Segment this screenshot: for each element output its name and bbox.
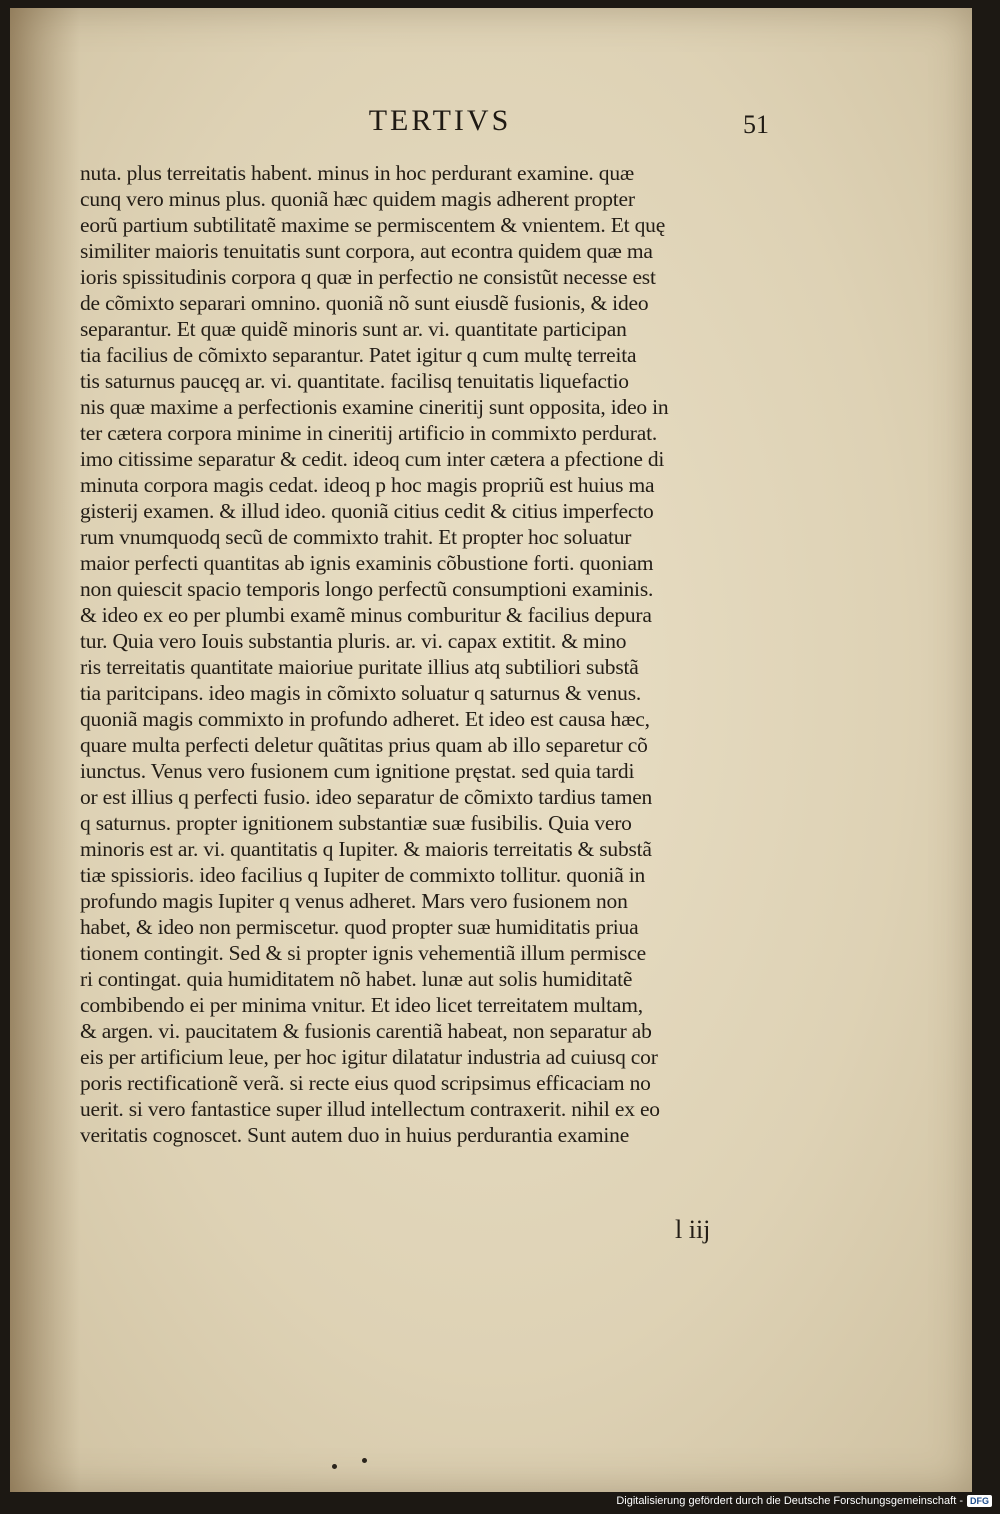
text-line: similiter maioris tenuitatis sunt corpora, aut econtra quidem quæ ma — [80, 239, 653, 263]
text-line: quoniã magis commixto in profundo adheret. Et ideo est causa hæc, — [80, 707, 650, 731]
text-line: tiæ spissioris. ideo facilius q Iupiter de commixto tollitur. quoniã in — [80, 863, 646, 887]
book-page — [10, 8, 972, 1492]
text-line: rum vnumquodq secũ de commixto trahit. Et propter hoc soluatur — [80, 525, 632, 549]
text-line: eorũ partium subtilitatẽ maxime se permiscentem & vnientem. Et quę — [80, 213, 666, 237]
ink-dot — [332, 1464, 337, 1469]
text-line: uerit. si vero fantastice super illud intellectum contraxerit. nihil ex eo — [80, 1097, 660, 1121]
text-line: tionem contingit. Sed & si propter ignis vehementiã illum permisce — [80, 941, 646, 965]
text-line: & argen. vi. paucitatem & fusionis carentiã habeat, non separatur ab — [80, 1019, 652, 1043]
text-line: de cõmixto separari omnino. quoniã nõ sunt eiusdẽ fusionis, & ideo — [80, 291, 649, 315]
text-line: imo citissime separatur & cedit. ideoq cum inter cætera a pfectione di — [80, 447, 665, 471]
text-block — [80, 160, 800, 1148]
text-line: tia paritcipans. ideo magis in cõmixto soluatur q saturnus & venus. — [80, 681, 642, 705]
digitization-credit — [616, 1494, 992, 1508]
text-line: & ideo ex eo per plumbi examẽ minus comburitur & facilius depura — [80, 603, 652, 627]
credit-text: Digitalisierung gefördert durch die Deutsche Forschungsgemeinschaft - — [616, 1495, 963, 1507]
text-line: ris terreitatis quantitate maioriue puritate illius atq subtiliori substã — [80, 655, 639, 679]
text-line: nuta. plus terreitatis habent. minus in hoc perdurant examine. quæ — [80, 161, 635, 185]
page-gutter-shadow — [10, 8, 80, 1492]
text-line: ioris spissitudinis corpora q quæ in perfectio ne consistũt necesse est — [80, 265, 656, 289]
text-line: veritatis cognoscet. Sunt autem duo in huius perdurantia examine — [80, 1123, 630, 1147]
ink-dot — [362, 1458, 367, 1463]
text-line: eis per artificium leue, per hoc igitur dilatatur industria ad cuiusq cor — [80, 1045, 658, 1069]
text-line: minuta corpora magis cedat. ideoq p hoc magis propriũ est huius ma — [80, 473, 655, 497]
text-line: combibendo ei per minima vnitur. Et ideo licet terreitatem multam, — [80, 993, 643, 1017]
text-line: maior perfecti quantitas ab ignis examinis cõbustione forti. quoniam — [80, 551, 654, 575]
text-line: ri contingat. quia humiditatem nõ habet. lunæ aut solis humiditatẽ — [80, 967, 633, 991]
text-line: gisterij examen. & illud ideo. quoniã citius cedit & citius imperfecto — [80, 499, 654, 523]
running-head: TERTIVS — [368, 104, 512, 137]
dfg-logo-icon: DFG — [967, 1495, 992, 1507]
text-line: quare multa perfecti deletur quãtitas prius quam ab illo separetur cõ — [80, 733, 648, 757]
signature-mark: l iij — [675, 1215, 711, 1244]
text-line: minoris est ar. vi. quantitatis q Iupiter. & maioris terreitatis & substã — [80, 837, 652, 861]
text-line: non quiescit spacio temporis longo perfectũ consumptioni examinis. — [80, 577, 654, 601]
text-line: ter cætera corpora minime in cineritij artificio in commixto perdurat. — [80, 421, 658, 445]
folio-number: 51 — [743, 110, 769, 139]
text-line: profundo magis Iupiter q venus adheret. Mars vero fusionem non — [80, 889, 628, 913]
text-line: poris rectificationẽ verã. si recte eius quod scripsimus efficaciam no — [80, 1071, 651, 1095]
text-line: separantur. Et quæ quidẽ minoris sunt ar. vi. quantitate participan — [80, 317, 627, 341]
text-line: iunctus. Venus vero fusionem cum ignitione pręstat. sed quia tardi — [80, 759, 635, 783]
text-line: habet, & ideo non permiscetur. quod propter suæ humiditatis priua — [80, 915, 639, 939]
text-line: tis saturnus paucęq ar. vi. quantitate. facilisq tenuitatis liquefactio — [80, 369, 629, 393]
text-line: q saturnus. propter ignitionem substantiæ suæ fusibilis. Quia vero — [80, 811, 632, 835]
text-line: nis quæ maxime a perfectionis examine cineritij sunt opposita, ideo in — [80, 395, 669, 419]
text-line: tur. Quia vero Iouis substantia pluris. ar. vi. capax extitit. & mino — [80, 629, 627, 653]
text-line: cunq vero minus plus. quoniã hæc quidem magis adherent propter — [80, 187, 635, 211]
text-line: tia facilius de cõmixto separantur. Patet igitur q cum multę terreita — [80, 343, 637, 367]
text-line: or est illius q perfecti fusio. ideo separatur de cõmixto tardius tamen — [80, 785, 653, 809]
